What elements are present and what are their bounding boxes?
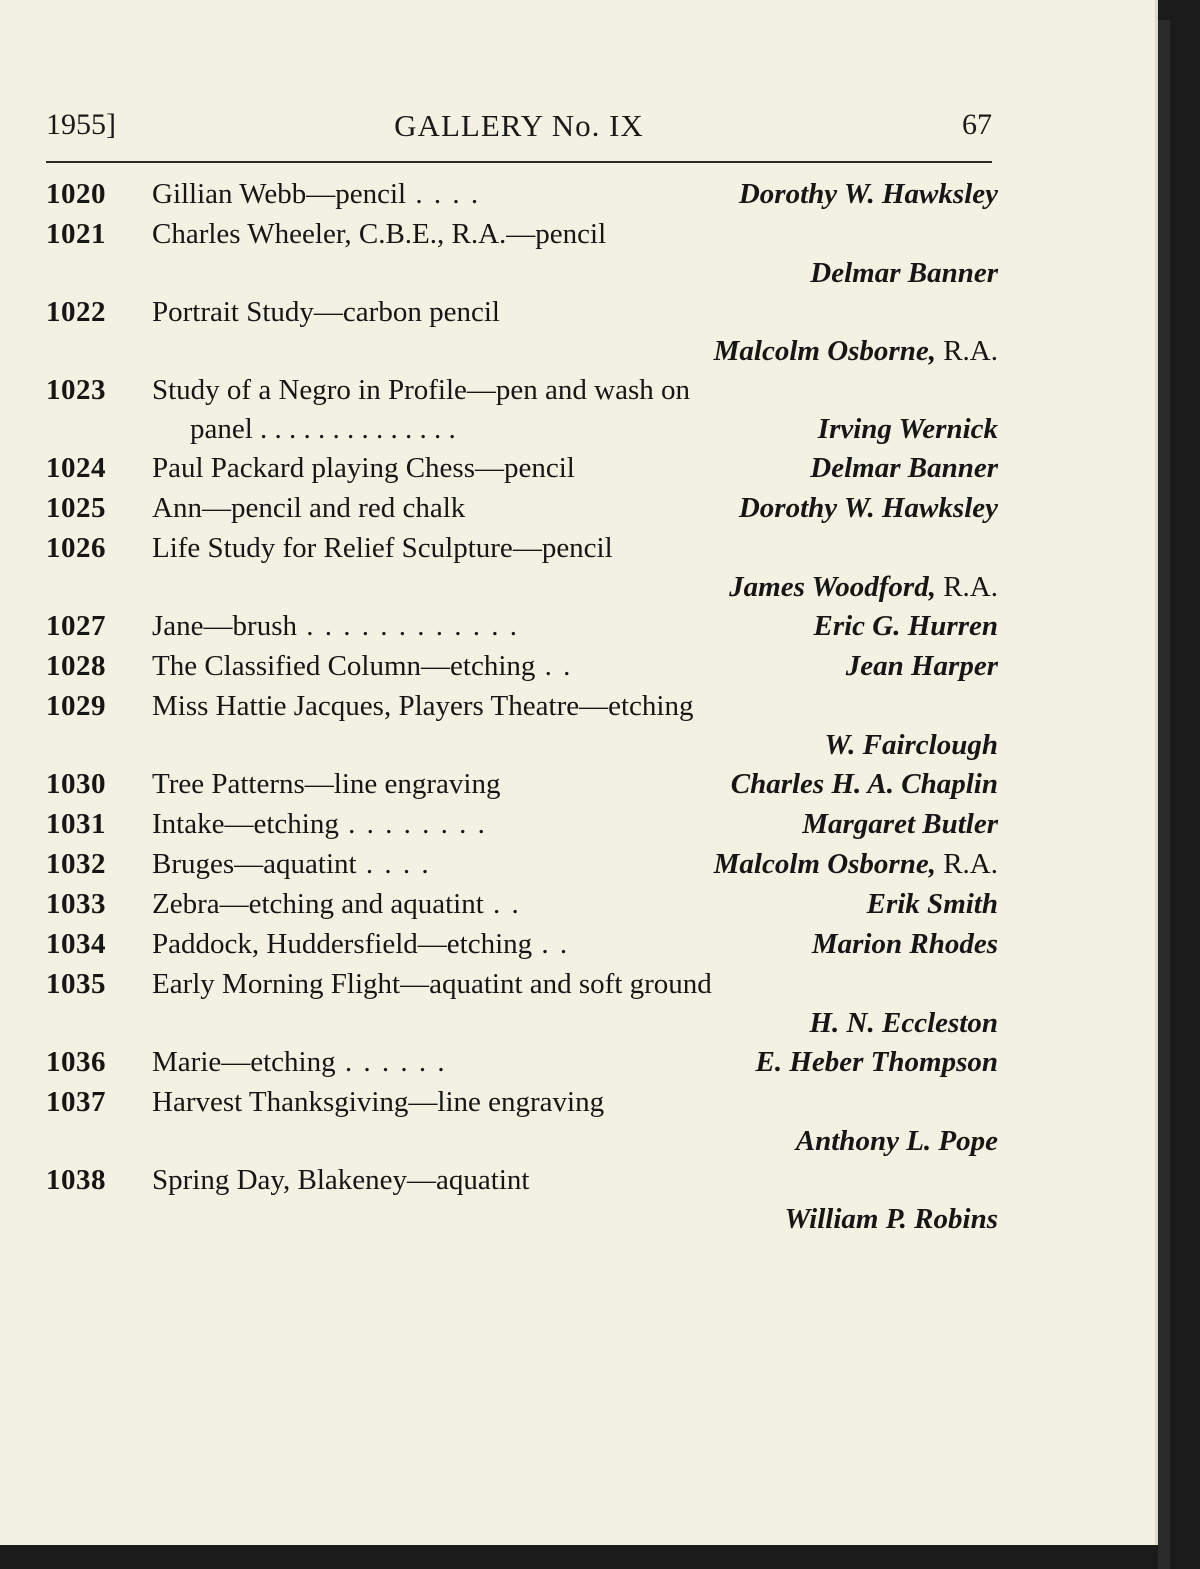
leader-dots: . . . . . . . . xyxy=(338,808,487,840)
entry-medium: —etching xyxy=(221,1046,336,1078)
entry-title: Zebra xyxy=(152,888,220,920)
catalogue-entry xyxy=(46,646,998,686)
artist-name: Eric G. Hurren xyxy=(813,610,998,642)
entry-medium: —line engraving xyxy=(304,768,501,800)
entry-line xyxy=(46,370,998,410)
entry-title-line xyxy=(152,646,572,686)
entry-artist xyxy=(731,764,998,804)
entry-title: Ann xyxy=(152,492,202,524)
entry-number: 1035 xyxy=(46,968,106,1000)
entry-artist xyxy=(714,844,998,884)
catalogue-entry xyxy=(46,174,998,214)
entry-title-line xyxy=(152,1160,529,1200)
entry-medium: —pencil and red chalk xyxy=(201,492,466,524)
entry-title-line xyxy=(152,764,500,804)
artist-name: E. Heber Thompson xyxy=(755,1046,998,1078)
entry-line xyxy=(46,410,998,448)
entry-number: 1025 xyxy=(46,492,106,524)
entry-title-line xyxy=(152,214,606,254)
entry-line xyxy=(46,568,998,606)
entry-title: Bruges xyxy=(152,848,235,880)
entry-medium: —etching xyxy=(579,690,694,722)
entry-title: Study of a Negro in Profile xyxy=(152,374,467,406)
entry-artist xyxy=(818,410,998,448)
entry-line xyxy=(46,214,998,254)
entry-title: Early Morning Flight xyxy=(152,968,401,1000)
entry-title-line xyxy=(152,488,465,528)
catalogue-entry xyxy=(46,528,998,606)
catalogue-entry xyxy=(46,606,998,646)
entry-artist xyxy=(810,448,998,488)
leader-dots: . . . . xyxy=(406,178,481,210)
entry-title-line xyxy=(152,964,712,1004)
entry-title: Paul Packard playing Chess xyxy=(152,452,475,484)
entry-line xyxy=(46,1160,998,1200)
catalogue-entry xyxy=(46,844,998,884)
entry-title-line xyxy=(152,1082,604,1122)
entry-medium: —pencil xyxy=(506,218,607,250)
artist-name: Malcolm Osborne, xyxy=(713,848,936,880)
entry-medium: —pen and wash on xyxy=(466,374,691,406)
leader-dots: . . xyxy=(483,888,521,920)
entry-title: Portrait Study xyxy=(152,296,314,328)
entry-line xyxy=(46,1004,998,1042)
catalogue-entry xyxy=(46,884,998,924)
artist-name: Delmar Banner xyxy=(810,452,998,484)
entry-number: 1032 xyxy=(46,848,106,880)
entry-title: Charles Wheeler, C.B.E., R.A. xyxy=(152,218,507,250)
entry-line xyxy=(46,686,998,726)
entry-medium: —carbon pencil xyxy=(313,296,500,328)
catalogue-entry xyxy=(46,686,998,764)
entry-line xyxy=(46,332,998,370)
running-head xyxy=(46,108,992,152)
entry-artist xyxy=(714,332,998,370)
entry-line xyxy=(46,1082,998,1122)
artist-name: Dorothy W. Hawksley xyxy=(738,492,998,524)
entry-medium: —etching xyxy=(417,928,533,960)
entry-medium: —brush xyxy=(203,610,297,642)
entry-artist xyxy=(813,606,998,646)
entry-artist xyxy=(810,254,998,292)
entry-medium: —etching xyxy=(224,808,339,840)
entry-number: 1036 xyxy=(46,1046,106,1078)
entry-line xyxy=(46,174,998,214)
entry-artist xyxy=(846,646,998,686)
catalogue-entry xyxy=(46,292,998,370)
entry-line xyxy=(46,606,998,646)
entry-title: The Classified Column xyxy=(152,650,422,682)
entry-title-line xyxy=(152,884,521,924)
entry-line xyxy=(46,1042,998,1082)
artist-name: Anthony L. Pope xyxy=(795,1125,998,1157)
entry-medium: —aquatint xyxy=(234,848,357,880)
entry-medium: —aquatint xyxy=(407,1164,530,1196)
entry-line xyxy=(46,292,998,332)
entry-line xyxy=(46,764,998,804)
entry-title-line xyxy=(152,844,431,884)
catalogue-entry xyxy=(46,448,998,488)
entry-medium: —line engraving xyxy=(408,1086,605,1118)
entry-line xyxy=(46,646,998,686)
entry-title-line xyxy=(152,370,690,410)
entry-number: 1038 xyxy=(46,1164,106,1196)
catalogue-entry xyxy=(46,488,998,528)
entry-title: Intake xyxy=(152,808,225,840)
entry-line xyxy=(46,254,998,292)
entry-title: Life Study for Relief Sculpture xyxy=(152,532,513,564)
entry-number: 1029 xyxy=(46,690,106,722)
page-edge xyxy=(1158,20,1170,1569)
entry-title-line xyxy=(152,606,519,646)
artist-name: Delmar Banner xyxy=(810,257,998,289)
artist-name: Margaret Butler xyxy=(802,808,998,840)
entry-title-line xyxy=(152,292,500,332)
catalogue-entry xyxy=(46,804,998,844)
catalogue-entries xyxy=(46,174,998,1238)
entry-number: 1023 xyxy=(46,374,106,406)
entry-title: Gillian Webb xyxy=(152,178,307,210)
entry-artist xyxy=(802,804,998,844)
entry-title: Spring Day, Blakeney xyxy=(152,1164,408,1196)
artist-name: Irving Wernick xyxy=(817,413,998,445)
entry-line xyxy=(46,804,998,844)
entry-number: 1034 xyxy=(46,928,106,960)
catalogue-entry xyxy=(46,964,998,1042)
entry-title: Miss Hattie Jacques, Players Theatre xyxy=(152,690,580,722)
entry-medium: —pencil xyxy=(512,532,613,564)
entry-artist xyxy=(812,924,998,964)
entry-title-line xyxy=(152,1042,447,1082)
entry-number: 1022 xyxy=(46,296,106,328)
entry-title: Harvest Thanksgiving xyxy=(152,1086,409,1118)
entry-line xyxy=(46,884,998,924)
entry-title-line xyxy=(152,528,613,568)
entry-number: 1037 xyxy=(46,1086,106,1118)
entry-title: Paddock, Huddersfield xyxy=(152,928,418,960)
catalogue-entry xyxy=(46,1082,998,1160)
entry-artist xyxy=(739,488,998,528)
entry-title-continuation: panel . . . . . . . . . . . . . . xyxy=(190,413,456,445)
entry-medium: —aquatint and soft ground xyxy=(400,968,712,1000)
entry-number: 1024 xyxy=(46,452,106,484)
entry-line xyxy=(46,924,998,964)
entry-artist xyxy=(756,1042,999,1082)
entry-artist xyxy=(729,568,998,606)
entry-medium: —pencil xyxy=(474,452,575,484)
entry-medium: —etching xyxy=(421,650,536,682)
entry-line xyxy=(46,726,998,764)
entry-number: 1020 xyxy=(46,178,106,210)
entry-title-line xyxy=(152,804,487,844)
entry-number: 1027 xyxy=(46,610,106,642)
catalogue-entry xyxy=(46,1160,998,1238)
leader-dots: . . . . . . xyxy=(335,1046,447,1078)
leader-dots: . . xyxy=(532,928,570,960)
header-rule xyxy=(46,161,992,163)
artist-name: Dorothy W. Hawksley xyxy=(738,178,998,210)
entry-line xyxy=(46,844,998,884)
page-number: 67 xyxy=(962,108,992,141)
artist-name: Charles H. A. Chaplin xyxy=(730,768,998,800)
leader-dots: . . . . xyxy=(356,848,431,880)
entry-title-line xyxy=(152,174,480,214)
entry-title-line xyxy=(152,448,575,488)
entry-artist xyxy=(867,884,998,924)
entry-title: Jane xyxy=(152,610,204,642)
artist-name: W. Fairclough xyxy=(824,729,998,761)
entry-line xyxy=(46,1200,998,1238)
page-title: GALLERY No. IX xyxy=(394,108,644,143)
entry-number: 1033 xyxy=(46,888,106,920)
leader-dots: . . . . . . . . . . . . xyxy=(296,610,519,642)
artist-name: Marion Rhodes xyxy=(811,928,998,960)
catalogue-entry xyxy=(46,924,998,964)
artist-honour: R.A. xyxy=(935,848,998,880)
entry-number: 1028 xyxy=(46,650,106,682)
entry-line xyxy=(46,528,998,568)
entry-number: 1031 xyxy=(46,808,106,840)
catalogue-entry xyxy=(46,214,998,292)
entry-title-line xyxy=(152,686,693,726)
entry-line xyxy=(46,448,998,488)
artist-honour: R.A. xyxy=(935,335,998,367)
entry-medium: —pencil xyxy=(306,178,407,210)
entry-number: 1026 xyxy=(46,532,106,564)
catalogue-entry xyxy=(46,1042,998,1082)
entry-artist xyxy=(824,726,998,764)
header-year: 1955] xyxy=(46,108,116,141)
entry-artist xyxy=(784,1200,998,1238)
entry-artist xyxy=(796,1122,998,1160)
entry-title: Marie xyxy=(152,1046,222,1078)
entry-line xyxy=(46,1122,998,1160)
catalogue-entry xyxy=(46,764,998,804)
artist-name: H. N. Eccleston xyxy=(809,1007,998,1039)
entry-medium: —etching and aquatint xyxy=(219,888,484,920)
artist-name: James Woodford, xyxy=(729,571,936,603)
entry-number: 1030 xyxy=(46,768,106,800)
artist-name: William P. Robins xyxy=(784,1203,998,1235)
entry-number: 1021 xyxy=(46,218,106,250)
entry-line xyxy=(46,488,998,528)
artist-honour: R.A. xyxy=(935,571,998,603)
entry-title-line xyxy=(152,924,569,964)
catalogue-entry xyxy=(46,370,998,448)
entry-line xyxy=(46,964,998,1004)
entry-artist xyxy=(739,174,998,214)
leader-dots: . . xyxy=(535,650,573,682)
artist-name: Erik Smith xyxy=(866,888,998,920)
entry-artist xyxy=(810,1004,999,1042)
artist-name: Jean Harper xyxy=(845,650,998,682)
entry-title: Tree Patterns xyxy=(152,768,305,800)
artist-name: Malcolm Osborne, xyxy=(713,335,936,367)
